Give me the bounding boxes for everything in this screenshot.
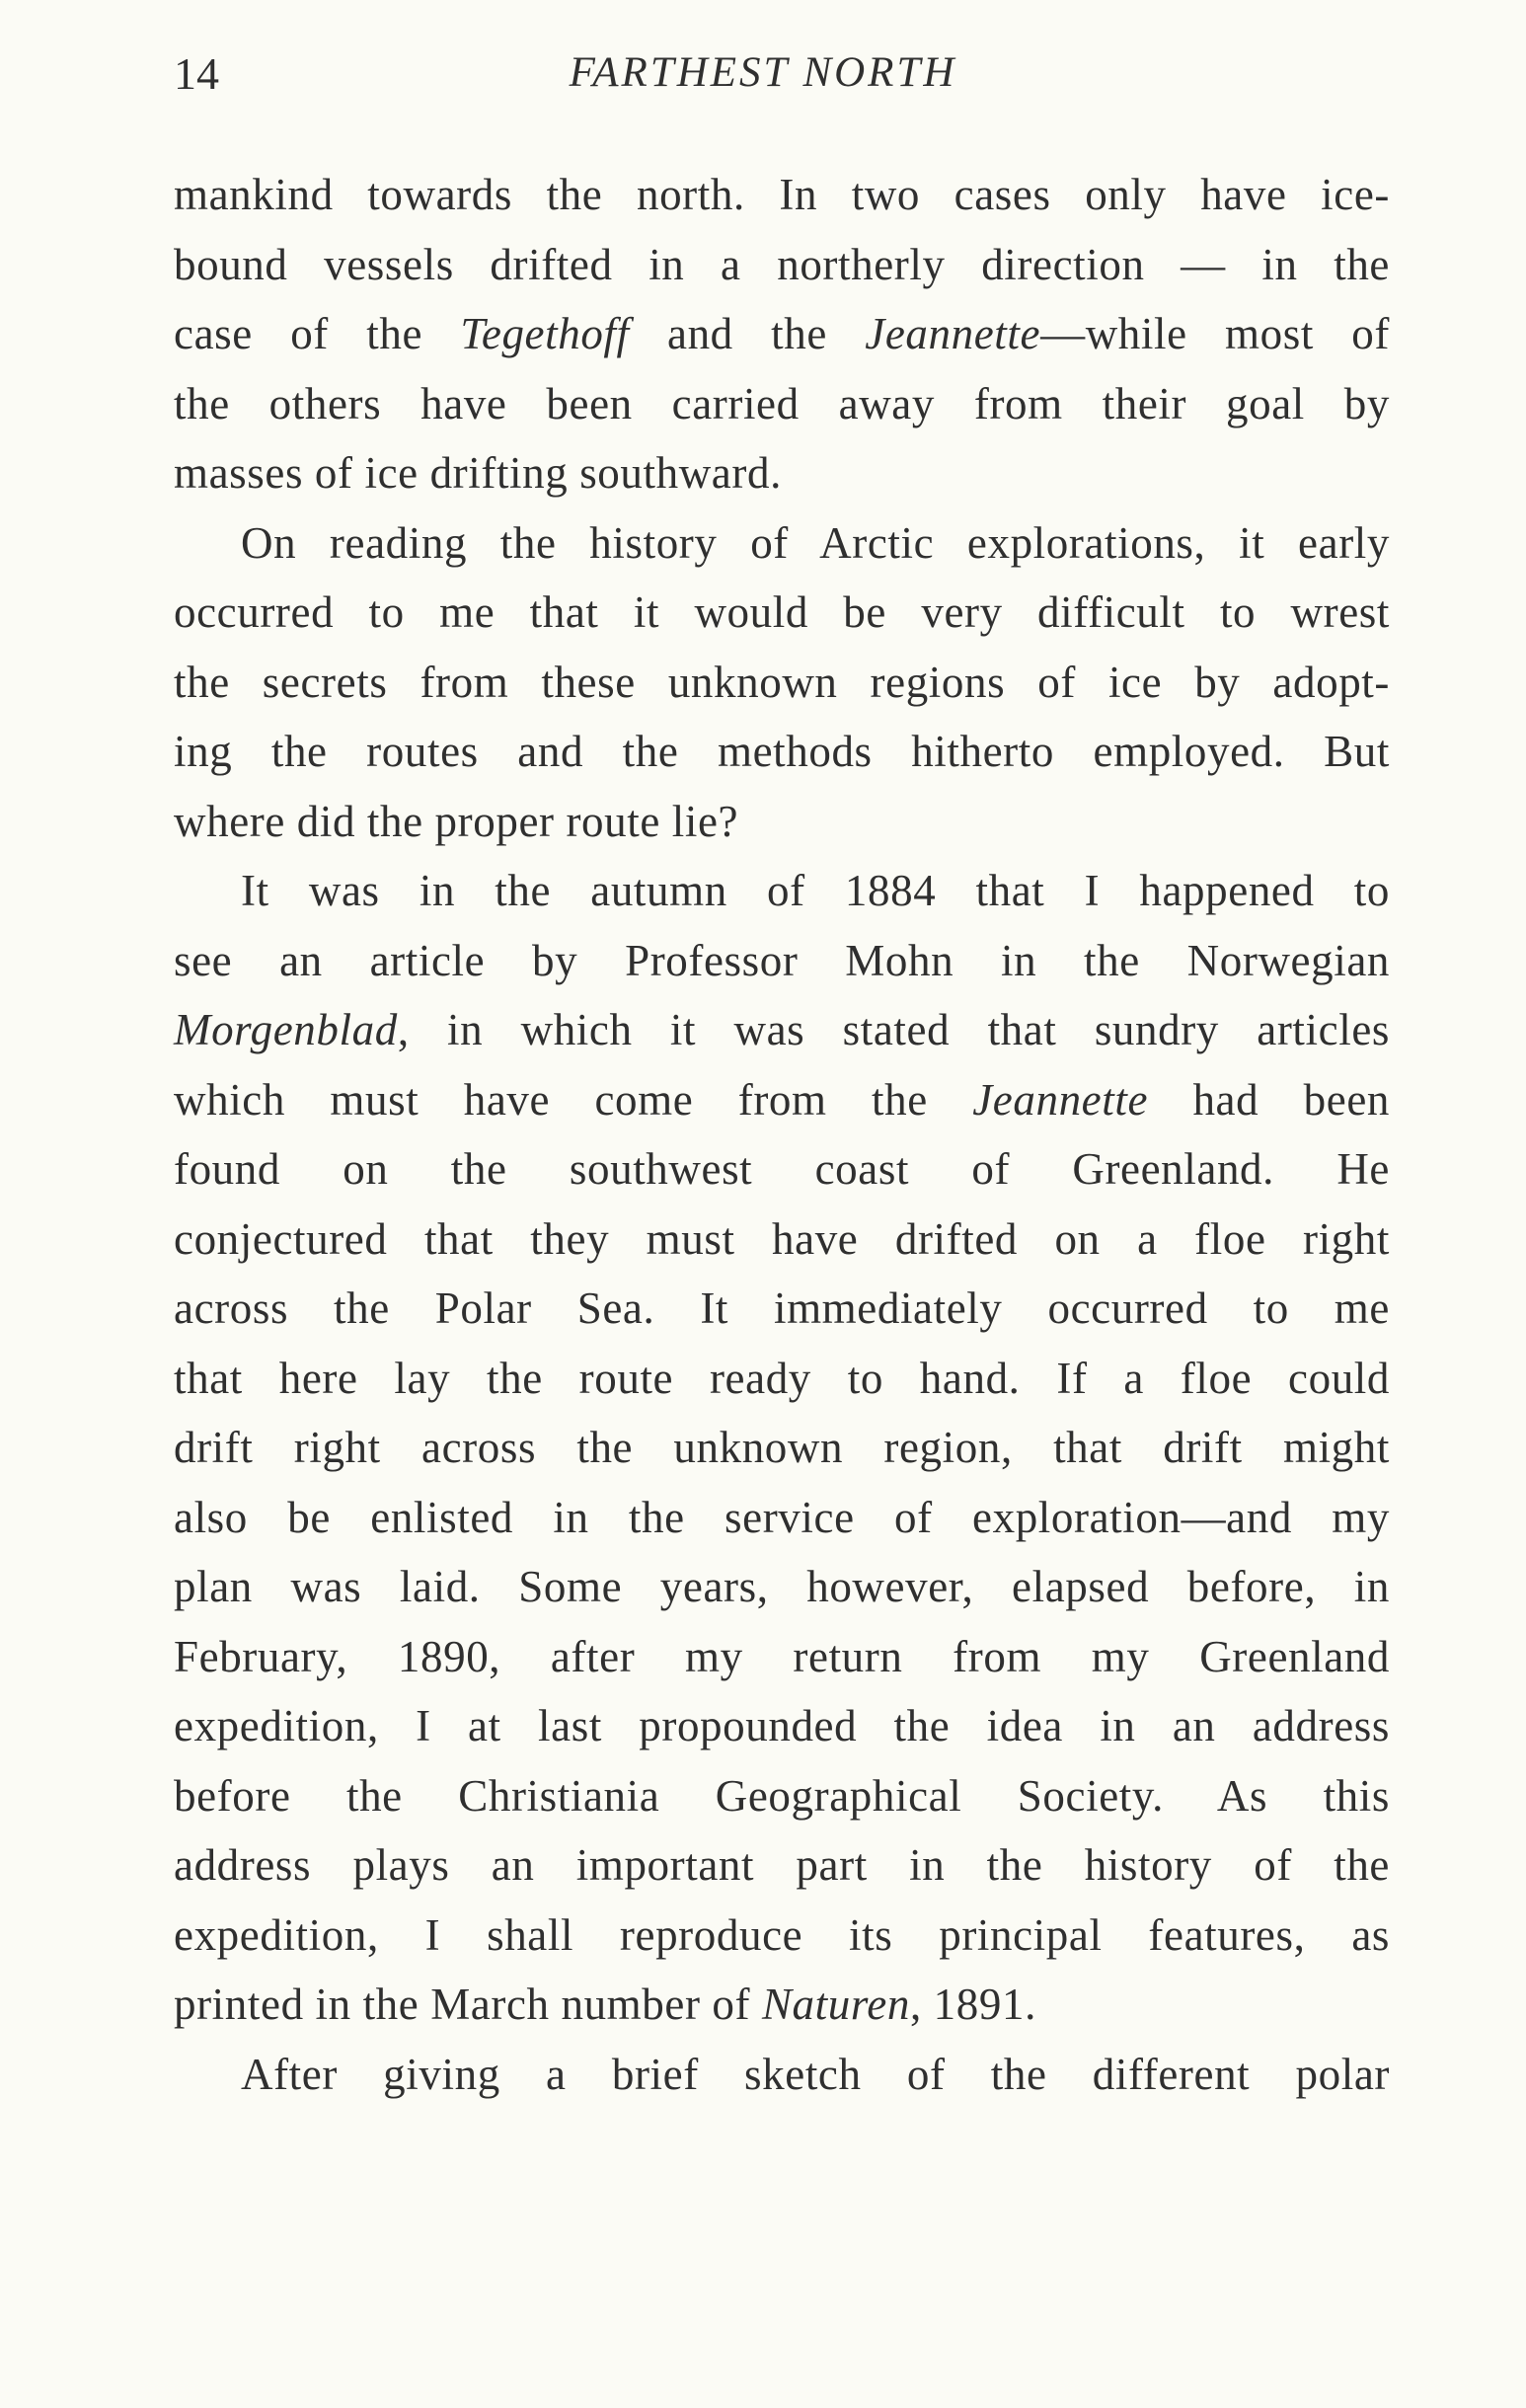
newspaper-name-morgenblad: Morgenblad [174, 1005, 398, 1054]
text-line [174, 856, 1390, 926]
text-line [174, 508, 1390, 579]
text-line [174, 926, 1390, 996]
text-run: also be enlisted in the service of exploration—and my [174, 1492, 1390, 1542]
text-run: case of the [174, 309, 461, 358]
text-line [174, 717, 1390, 787]
text-run: masses of ice drifting southward. [174, 448, 782, 498]
text-run: the others have been carried away from their goal by [174, 378, 1390, 428]
text-run: occurred to me that it would be very difficult to wrest [174, 587, 1390, 637]
text-line [174, 578, 1390, 648]
text-run: that here lay the route ready to hand. If a floe could [174, 1353, 1390, 1403]
text-run: After giving a brief sketch of the different polar [241, 2049, 1390, 2099]
text-run: and the [629, 309, 866, 358]
text-line [174, 1483, 1390, 1553]
journal-name-naturen: Naturen [761, 1980, 910, 2029]
text-run: drift right across the unknown region, that drift might [174, 1423, 1390, 1472]
text-run: bound vessels drifted in a northerly direction — in the [174, 239, 1390, 289]
text-line [174, 787, 1390, 857]
text-line [174, 1204, 1390, 1275]
ship-name-jeannette: Jeannette [865, 309, 1041, 358]
text-run: across the Polar Sea. It immediately occurred to me [174, 1283, 1390, 1333]
text-run: address plays an important part in the history of the [174, 1840, 1390, 1890]
text-run: before the Christiania Geographical Society. As this [174, 1770, 1390, 1821]
text-run: , 1891. [909, 1980, 1036, 2029]
text-run: —while most of [1040, 309, 1390, 358]
text-line [174, 299, 1390, 369]
text-line [174, 1344, 1390, 1414]
ship-name-tegethoff: Tegethoff [460, 309, 630, 358]
text-run: On reading the history of Arctic explorations, it early [241, 517, 1390, 568]
text-run: plan was laid. Some years, however, elapsed before, in [174, 1562, 1390, 1611]
text-line [174, 1691, 1390, 1761]
text-line [174, 2040, 1390, 2110]
text-line [174, 1134, 1390, 1204]
text-run: conjectured that they must have drifted on a floe right [174, 1213, 1390, 1264]
text-line [174, 369, 1390, 439]
text-line [174, 1761, 1390, 1831]
text-line [174, 1274, 1390, 1344]
text-line [174, 230, 1390, 300]
ship-name-jeannette: Jeannette [972, 1074, 1149, 1125]
text-line [174, 1901, 1390, 1971]
text-run: found on the southwest coast of Greenland. He [174, 1144, 1390, 1194]
text-run: where did the proper route lie? [174, 796, 739, 846]
text-run: which must have come from the [174, 1074, 973, 1125]
text-run: printed in the March number of [174, 1980, 762, 2029]
text-run: expedition, I shall reproduce its principal features, as [174, 1909, 1390, 1960]
text-line [174, 995, 1390, 1065]
text-run: the secrets from these unknown regions of ice by adopt- [174, 657, 1390, 707]
text-line [174, 1413, 1390, 1483]
text-line [174, 1622, 1390, 1692]
text-run: mankind towards the north. In two cases only have ice- [174, 170, 1390, 219]
text-line [174, 160, 1390, 230]
text-run: ing the routes and the methods hitherto employed. But [174, 727, 1390, 776]
running-head: FARTHEST NORTH [569, 49, 957, 96]
text-run: February, 1890, after my return from my Greenland [174, 1631, 1390, 1681]
text-run: It was in the autumn of 1884 that I happened to [241, 866, 1390, 915]
text-line [174, 1830, 1390, 1901]
text-line [174, 648, 1390, 718]
text-run: see an article by Professor Mohn in the Norwegian [174, 935, 1390, 985]
body-text [174, 160, 1390, 2109]
text-run: expedition, I at last propounded the idea in an address [174, 1701, 1390, 1750]
text-line [174, 438, 1390, 508]
text-line [174, 1552, 1390, 1622]
page-number: 14 [174, 48, 219, 99]
text-line [174, 1065, 1390, 1135]
text-run: had been [1148, 1074, 1390, 1125]
text-run: , in which it was stated that sundry articles [397, 1005, 1390, 1054]
text-line [174, 1970, 1390, 2040]
